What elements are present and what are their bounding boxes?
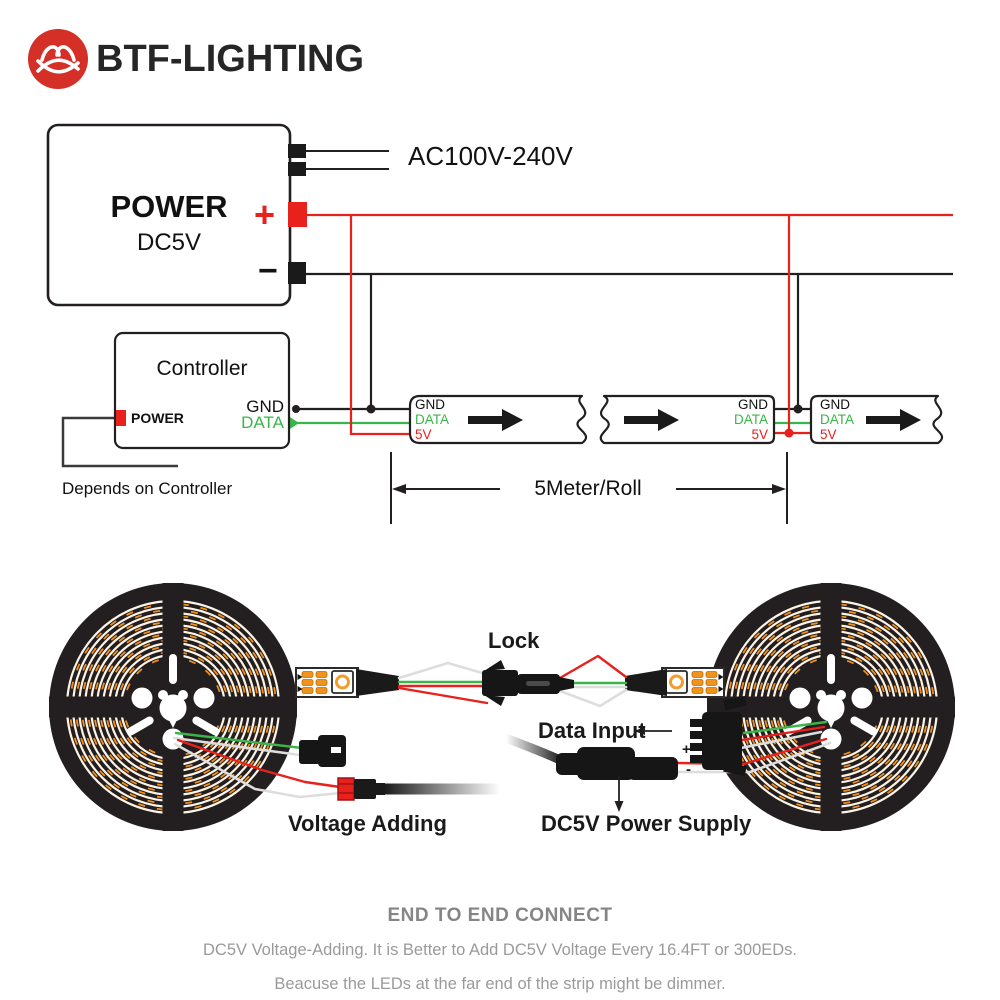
data-input-label: Data Input: [538, 718, 646, 743]
dc5v-power-supply-label: DC5V Power Supply: [541, 811, 752, 836]
dimension-arrowhead-left: [392, 484, 406, 494]
seg3-gnd-label: GND: [820, 397, 850, 412]
gnd-wires: [294, 274, 953, 409]
minus-terminal: [288, 262, 306, 284]
gnd-output-dot: [292, 405, 300, 413]
right-strip-end: [662, 668, 724, 697]
ac-terminal-1: [288, 144, 306, 158]
brand-wordmark: BTF-LIGHTING: [96, 38, 365, 80]
brand-logo-icon: [28, 29, 88, 89]
controller-gnd-label: GND: [246, 397, 284, 416]
controller-power-terminal: [116, 410, 126, 426]
power-box-title: POWER: [110, 189, 228, 224]
data-output-arrow: [290, 417, 299, 429]
seg3-5v-label: 5V: [820, 427, 837, 442]
seg1-data-label: DATA: [415, 412, 450, 427]
roll-length-label: 5Meter/Roll: [534, 477, 642, 500]
seg1-gnd-label: GND: [415, 397, 445, 412]
footer-title: END TO END CONNECT: [387, 905, 613, 926]
ac-terminal-2: [288, 162, 306, 176]
controller-power-label: POWER: [131, 410, 184, 426]
right-strip-boot: [625, 669, 667, 696]
lock-connector: [482, 660, 574, 706]
controller-data-label: DATA: [241, 413, 284, 432]
gnd-junction-dot-2: [794, 405, 803, 414]
plus-terminal: [288, 202, 307, 227]
controller-title: Controller: [156, 357, 248, 380]
supply-plus-label: +: [682, 741, 691, 758]
seg2-5v-label: 5V: [751, 427, 768, 442]
seg1-5v-label: 5V: [415, 427, 432, 442]
ac-voltage-label: AC100V-240V: [408, 141, 573, 171]
seg2-gnd-label: GND: [738, 397, 768, 412]
supply-minus-label: -: [686, 761, 691, 778]
seg3-data-label: DATA: [820, 412, 855, 427]
plus-symbol: +: [254, 194, 276, 235]
controller-note: Depends on Controller: [62, 479, 233, 498]
power-box-voltage: DC5V: [136, 229, 202, 256]
dc-barrel-jack: [338, 778, 498, 800]
minus-symbol: −: [258, 252, 278, 290]
gnd-junction-dot-1: [367, 405, 376, 414]
left-strip-end: [296, 668, 358, 697]
lock-label: Lock: [488, 628, 540, 653]
footer-line-2: Beacuse the LEDs at the far end of the strip might be dimmer.: [274, 975, 726, 993]
led-reel-right: [707, 583, 955, 831]
voltage-adding-label: Voltage Adding: [288, 811, 447, 836]
left-strip-boot: [356, 669, 399, 696]
ac-input-wires: [306, 151, 389, 169]
v5-junction-dot: [785, 429, 794, 438]
seg2-data-label: DATA: [733, 412, 768, 427]
footer-line-1: DC5V Voltage-Adding. It is Better to Add DC5V Voltage Every 16.4FT or 300EDs.: [202, 941, 798, 959]
led-reel-left: [49, 583, 297, 831]
dc5v-power-supply-device: [508, 739, 678, 780]
voltage-adding-connector: [299, 735, 346, 767]
dimension-arrowhead-right: [772, 484, 786, 494]
